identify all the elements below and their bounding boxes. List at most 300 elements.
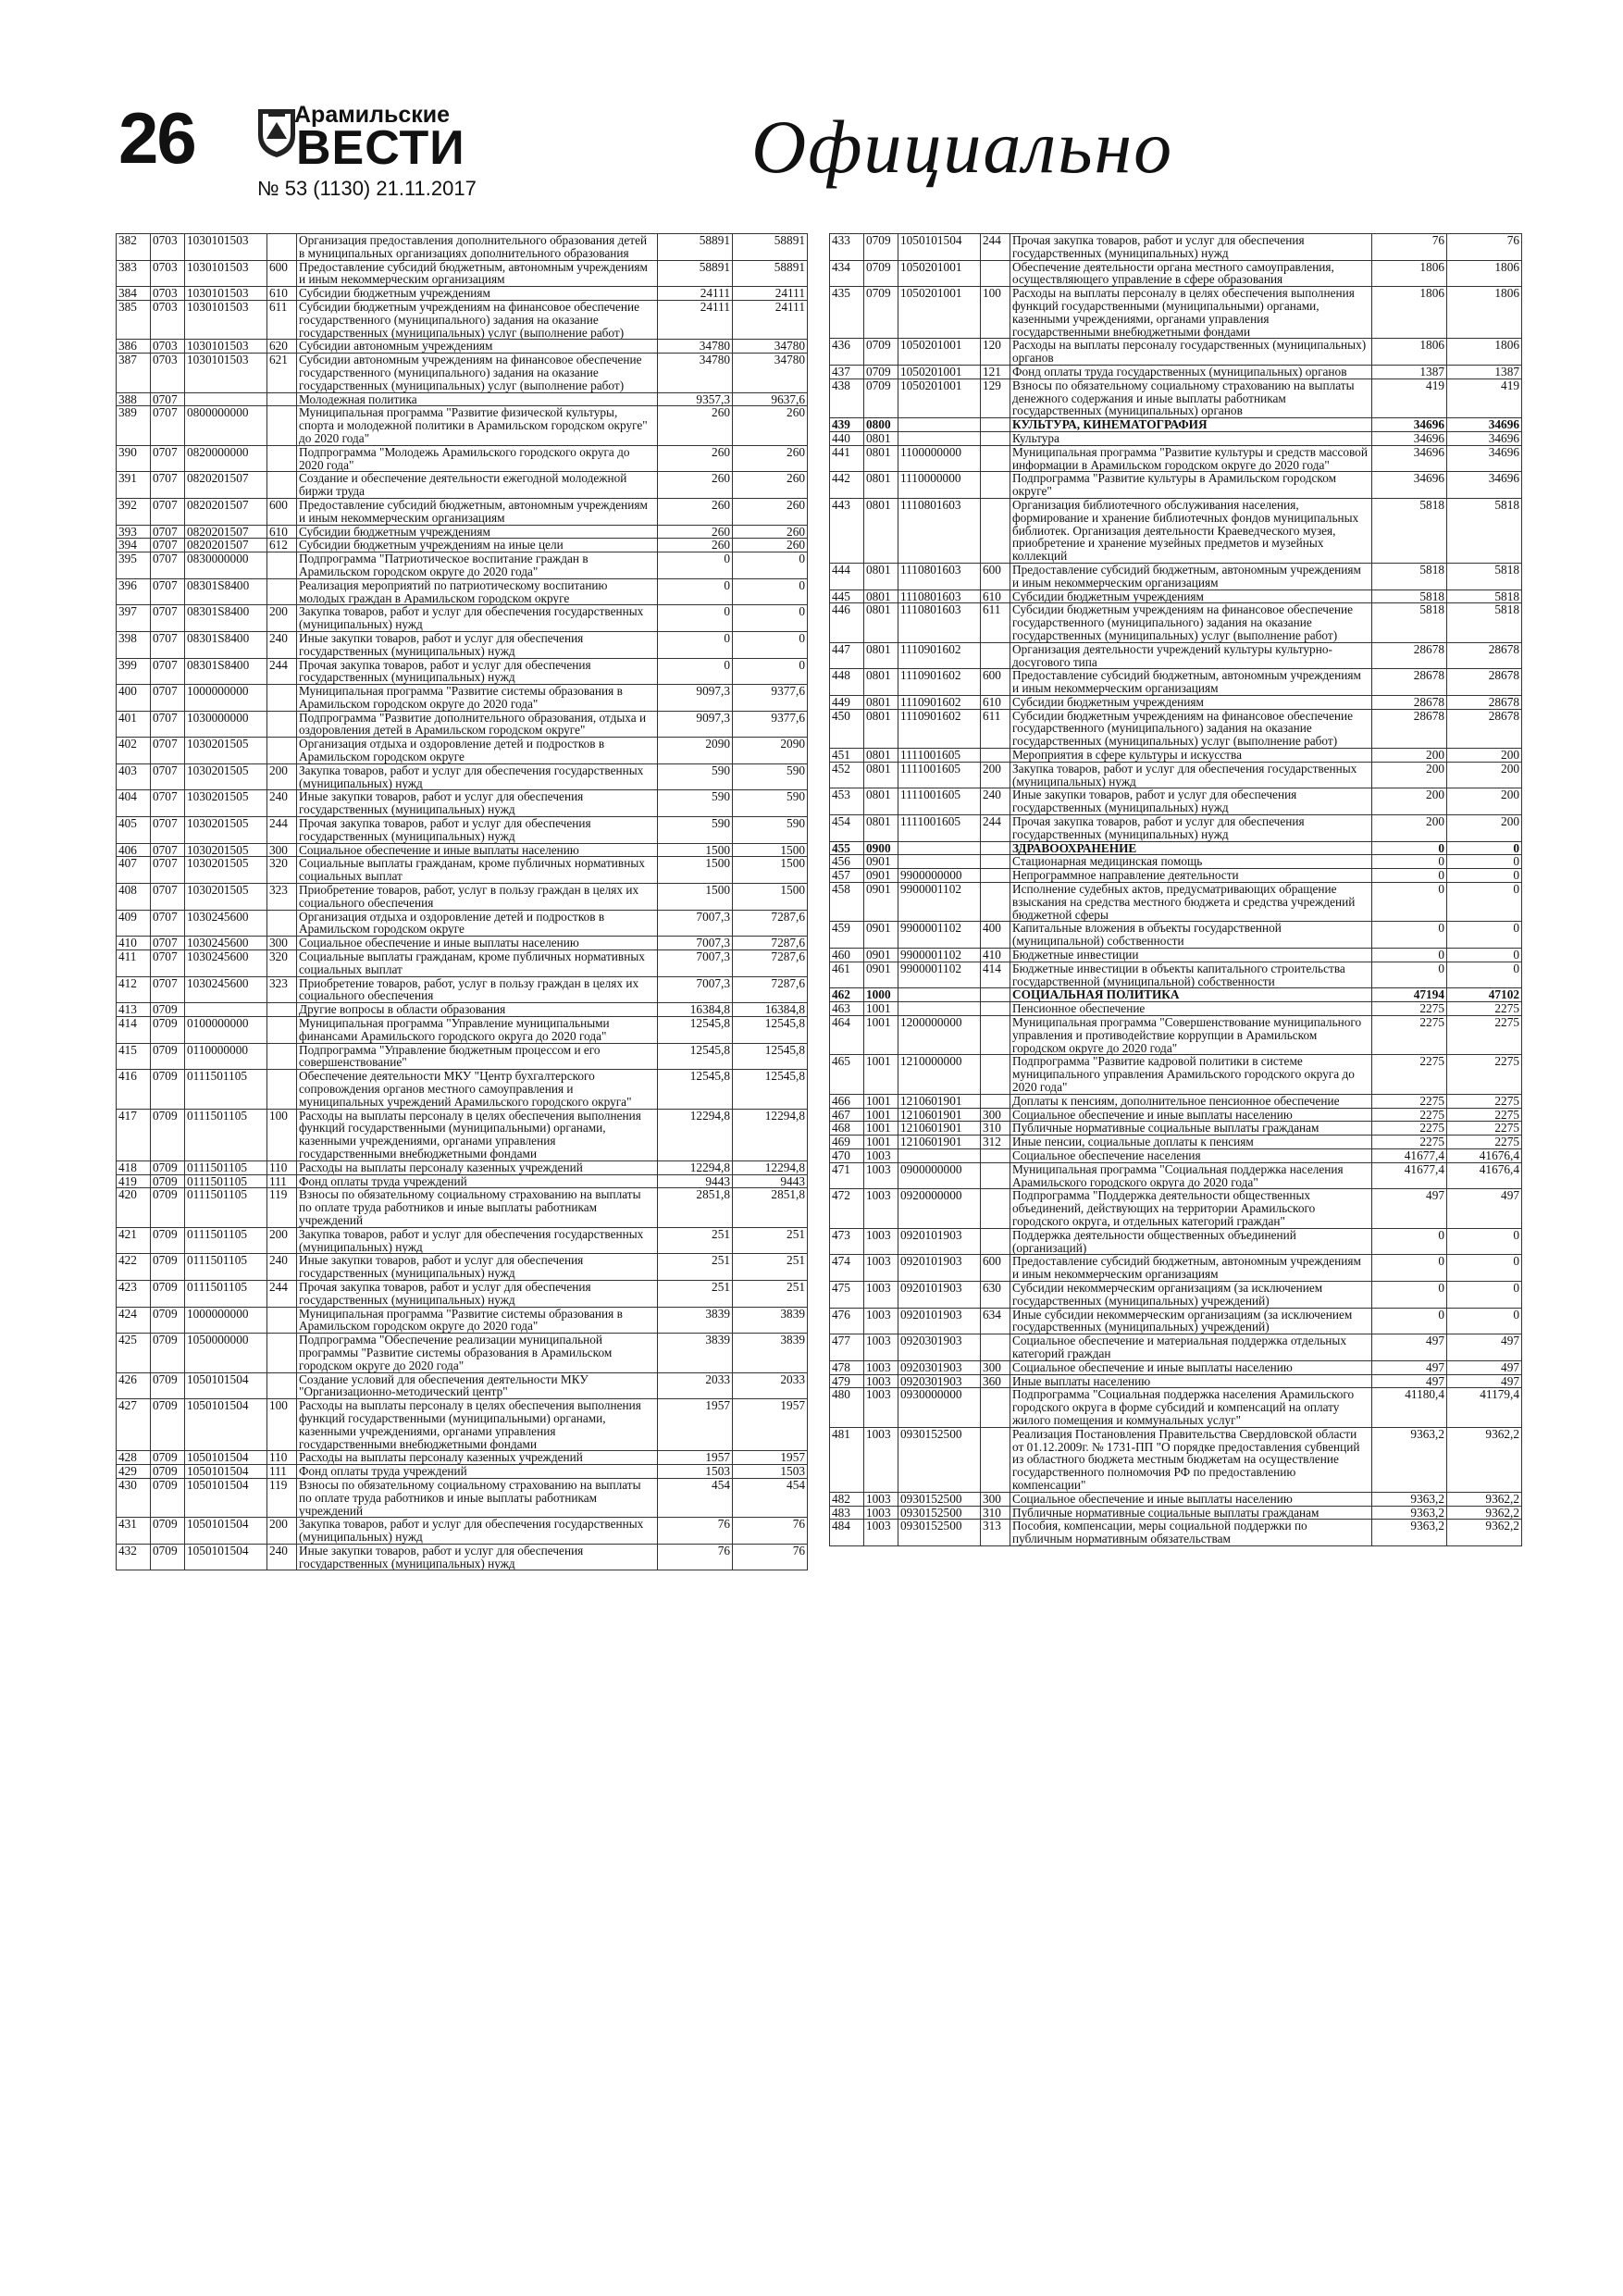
row-number: 480 bbox=[830, 1388, 864, 1427]
row-description: Закупка товаров, работ и услуг для обеспечения государственных (муниципальных) нужд bbox=[297, 605, 658, 632]
expense-type: 100 bbox=[267, 1109, 297, 1160]
amount-2018: 1957 bbox=[658, 1399, 733, 1451]
row-number: 418 bbox=[117, 1160, 151, 1174]
section-code: 0709 bbox=[151, 1254, 185, 1281]
table-row bbox=[830, 1108, 1522, 1122]
amount-2019: 41676,4 bbox=[1447, 1162, 1522, 1189]
row-description: Фонд оплаты труда государственных (муниципальных) органов bbox=[1010, 365, 1372, 379]
amount-2018: 0 bbox=[1372, 855, 1447, 869]
table-row bbox=[117, 950, 808, 977]
section-code: 0709 bbox=[864, 260, 898, 287]
row-number: 472 bbox=[830, 1189, 864, 1228]
row-description: Субсидии некоммерческим организациям (за исключением государственных (муниципальных) учреждений) bbox=[1010, 1281, 1372, 1308]
expense-type: 200 bbox=[267, 1518, 297, 1545]
amount-2018: 12545,8 bbox=[658, 1043, 733, 1070]
section-code: 0703 bbox=[151, 300, 185, 339]
section-code: 1003 bbox=[864, 1189, 898, 1228]
amount-2019: 3839 bbox=[733, 1334, 808, 1372]
amount-2019: 28678 bbox=[1447, 669, 1522, 696]
row-number: 394 bbox=[117, 539, 151, 552]
amount-2019: 7287,6 bbox=[733, 950, 808, 977]
row-number: 447 bbox=[830, 642, 864, 669]
amount-2019: 7287,6 bbox=[733, 937, 808, 950]
row-number: 420 bbox=[117, 1188, 151, 1227]
row-description: Расходы на выплаты персоналу казенных учреждений bbox=[297, 1451, 658, 1465]
expense-type bbox=[981, 1334, 1010, 1361]
row-number: 458 bbox=[830, 883, 864, 922]
row-description: Закупка товаров, работ и услуг для обеспечения государственных (муниципальных) нужд bbox=[297, 1227, 658, 1254]
expense-type: 612 bbox=[267, 539, 297, 552]
target-code: 1110000000 bbox=[898, 472, 981, 499]
amount-2018: 0 bbox=[1372, 1255, 1447, 1282]
row-number: 450 bbox=[830, 709, 864, 748]
row-number: 438 bbox=[830, 379, 864, 417]
target-code bbox=[898, 1002, 981, 1016]
coat-of-arms-icon bbox=[255, 104, 298, 159]
section-code: 0707 bbox=[151, 763, 185, 790]
table-row bbox=[830, 234, 1522, 261]
amount-2019: 5818 bbox=[1447, 563, 1522, 590]
row-number: 453 bbox=[830, 788, 864, 815]
row-number: 446 bbox=[830, 603, 864, 642]
row-description: Создание условий для обеспечения деятельности МКУ "Организационно-методический центр" bbox=[297, 1372, 658, 1399]
target-code: 1050101504 bbox=[185, 1544, 267, 1570]
expense-type bbox=[981, 445, 1010, 472]
table-row bbox=[830, 1255, 1522, 1282]
section-code: 0901 bbox=[864, 855, 898, 869]
amount-2019: 0 bbox=[1447, 1228, 1522, 1255]
expense-type: 111 bbox=[267, 1174, 297, 1188]
amount-2018: 28678 bbox=[1372, 642, 1447, 669]
table-row bbox=[830, 365, 1522, 379]
target-code: 0920301903 bbox=[898, 1334, 981, 1361]
section-code: 0709 bbox=[864, 339, 898, 366]
expense-type: 600 bbox=[267, 498, 297, 525]
row-number: 430 bbox=[117, 1478, 151, 1517]
target-code: 1050201001 bbox=[898, 365, 981, 379]
amount-2019: 2275 bbox=[1447, 1108, 1522, 1122]
section-code: 0703 bbox=[151, 260, 185, 287]
row-description: Муниципальная программа "Развитие культуры и средств массовой информации в Арамильском городском округе до 2020 года" bbox=[1010, 445, 1372, 472]
row-number: 473 bbox=[830, 1228, 864, 1255]
target-code: 1030101503 bbox=[185, 260, 267, 287]
expense-type: 312 bbox=[981, 1136, 1010, 1149]
amount-2018: 200 bbox=[1372, 749, 1447, 763]
section-code: 1003 bbox=[864, 1281, 898, 1308]
row-description: Субсидии автономным учреждениям на финансовое обеспечение государственного (муниципального) задания на оказание государственных (муниципальных) услуг (выполнение работ) bbox=[297, 354, 658, 392]
row-description: Иные закупки товаров, работ и услуг для обеспечения государственных (муниципальных) нужд bbox=[297, 631, 658, 658]
target-code: 9900000000 bbox=[898, 869, 981, 883]
row-number: 432 bbox=[117, 1544, 151, 1570]
section-code: 0801 bbox=[864, 498, 898, 563]
target-code: 1110801603 bbox=[898, 603, 981, 642]
target-code: 0930152500 bbox=[898, 1506, 981, 1520]
amount-2018: 0 bbox=[658, 552, 733, 579]
section-code: 1001 bbox=[864, 1136, 898, 1149]
expense-type: 600 bbox=[981, 669, 1010, 696]
row-description: Закупка товаров, работ и услуг для обеспечения государственных (муниципальных) нужд bbox=[1010, 762, 1372, 788]
table-row bbox=[830, 1374, 1522, 1388]
section-code: 0801 bbox=[864, 445, 898, 472]
amount-2019: 0 bbox=[1447, 883, 1522, 922]
target-code: 0820201507 bbox=[185, 472, 267, 499]
amount-2018: 34696 bbox=[1372, 418, 1447, 432]
table-row bbox=[830, 287, 1522, 339]
target-code: 0111501105 bbox=[185, 1160, 267, 1174]
section-code: 0801 bbox=[864, 815, 898, 842]
row-number: 402 bbox=[117, 738, 151, 764]
table-row bbox=[117, 1188, 808, 1227]
row-number: 477 bbox=[830, 1334, 864, 1361]
amount-2019: 2275 bbox=[1447, 1002, 1522, 1016]
table-row bbox=[117, 300, 808, 339]
table-row bbox=[830, 749, 1522, 763]
row-description: Исполнение судебных актов, предусматривающих обращение взыскания на средства местного бюджета и средства учреждений бюджетной сферы bbox=[1010, 883, 1372, 922]
amount-2018: 9097,3 bbox=[658, 711, 733, 738]
amount-2019: 1503 bbox=[733, 1465, 808, 1479]
amount-2019: 9377,6 bbox=[733, 711, 808, 738]
row-number: 471 bbox=[830, 1162, 864, 1189]
table-row bbox=[830, 709, 1522, 748]
target-code: 1210601901 bbox=[898, 1136, 981, 1149]
section-code: 0707 bbox=[151, 711, 185, 738]
section-code: 1003 bbox=[864, 1520, 898, 1546]
row-description: Доплаты к пенсиям, дополнительное пенсионное обеспечение bbox=[1010, 1094, 1372, 1108]
row-description: Организация библиотечного обслуживания населения, формирование и хранение библиотечных фондов муниципальных библиотек. Организация деятельности Краеведческого музея, приобретение и хранение музейных предметов и музейных коллекций bbox=[1010, 498, 1372, 563]
row-number: 424 bbox=[117, 1307, 151, 1334]
budget-table-right bbox=[829, 233, 1522, 1546]
amount-2018: 0 bbox=[1372, 962, 1447, 988]
row-number: 426 bbox=[117, 1372, 151, 1399]
row-description: Муниципальная программа "Управление муниципальными финансами Арамильского городского округа до 2020 года" bbox=[297, 1017, 658, 1044]
expense-type bbox=[267, 552, 297, 579]
table-row bbox=[117, 1280, 808, 1307]
row-number: 441 bbox=[830, 445, 864, 472]
target-code: 0930152500 bbox=[898, 1520, 981, 1546]
amount-2018: 16384,8 bbox=[658, 1003, 733, 1017]
amount-2018: 9363,2 bbox=[1372, 1492, 1447, 1506]
expense-type bbox=[267, 578, 297, 605]
section-code: 0801 bbox=[864, 669, 898, 696]
table-row bbox=[117, 406, 808, 445]
row-description: Мероприятия в сфере культуры и искусства bbox=[1010, 749, 1372, 763]
amount-2018: 1500 bbox=[658, 843, 733, 857]
table-row bbox=[830, 1308, 1522, 1334]
table-row bbox=[830, 1388, 1522, 1427]
section-code: 0707 bbox=[151, 578, 185, 605]
target-code: 0930152500 bbox=[898, 1427, 981, 1492]
amount-2019: 260 bbox=[733, 498, 808, 525]
expense-type: 300 bbox=[267, 843, 297, 857]
amount-2019: 200 bbox=[1447, 788, 1522, 815]
amount-2019: 41179,4 bbox=[1447, 1388, 1522, 1427]
section-code: 1003 bbox=[864, 1162, 898, 1189]
target-code: 1050201001 bbox=[898, 287, 981, 339]
row-description: Расходы на выплаты персоналу в целях обеспечения выполнения функций государственными (муниципальными) органами, казенными учреждениями, органами управления государственными внебюджетными фондами bbox=[297, 1399, 658, 1451]
target-code: 08301S8400 bbox=[185, 605, 267, 632]
row-number: 449 bbox=[830, 695, 864, 709]
amount-2019: 9362,2 bbox=[1447, 1427, 1522, 1492]
section-code: 1003 bbox=[864, 1492, 898, 1506]
table-row bbox=[830, 1016, 1522, 1055]
amount-2018: 200 bbox=[1372, 788, 1447, 815]
target-code bbox=[898, 1148, 981, 1162]
amount-2019: 9443 bbox=[733, 1174, 808, 1188]
section-code: 0707 bbox=[151, 498, 185, 525]
section-code: 0703 bbox=[151, 287, 185, 301]
expense-type bbox=[981, 431, 1010, 445]
target-code: 0900000000 bbox=[898, 1162, 981, 1189]
target-code: 1110801603 bbox=[898, 590, 981, 603]
table-row bbox=[117, 1399, 808, 1451]
amount-2019: 28678 bbox=[1447, 642, 1522, 669]
amount-2019: 9637,6 bbox=[733, 392, 808, 406]
expense-type: 610 bbox=[981, 590, 1010, 603]
amount-2018: 0 bbox=[658, 605, 733, 632]
amount-2018: 497 bbox=[1372, 1334, 1447, 1361]
section-code: 0709 bbox=[151, 1017, 185, 1044]
target-code: 08301S8400 bbox=[185, 631, 267, 658]
row-number: 422 bbox=[117, 1254, 151, 1281]
target-code: 0110000000 bbox=[185, 1043, 267, 1070]
target-code: 1100000000 bbox=[898, 445, 981, 472]
table-row bbox=[830, 642, 1522, 669]
row-description: Субсидии бюджетным учреждениям на финансовое обеспечение государственного (муниципального) задания на оказание государственных (муниципальных) услуг (выполнение работ) bbox=[1010, 603, 1372, 642]
target-code: 0111501105 bbox=[185, 1070, 267, 1109]
amount-2018: 5818 bbox=[1372, 563, 1447, 590]
row-number: 410 bbox=[117, 937, 151, 950]
section-code: 1001 bbox=[864, 1016, 898, 1055]
section-code: 1003 bbox=[864, 1506, 898, 1520]
target-code: 0820201507 bbox=[185, 498, 267, 525]
amount-2018: 3839 bbox=[658, 1334, 733, 1372]
row-number: 455 bbox=[830, 841, 864, 855]
expense-type: 634 bbox=[981, 1308, 1010, 1334]
expense-type bbox=[981, 988, 1010, 1002]
row-description: Подпрограмма "Поддержка деятельности общественных объединений, действующих на территории Арамильского городского округа, и отдельных категорий граждан" bbox=[1010, 1189, 1372, 1228]
table-row bbox=[830, 1162, 1522, 1189]
row-description: Расходы на выплаты персоналу в целях обеспечения выполнения функций государственными (муниципальными) органами, казенными учреждениями, органами управления государственными внебюджетными фондами bbox=[1010, 287, 1372, 339]
target-code: 1110901602 bbox=[898, 709, 981, 748]
expense-type: 200 bbox=[267, 1227, 297, 1254]
table-row bbox=[117, 1227, 808, 1254]
expense-type: 610 bbox=[981, 695, 1010, 709]
amount-2018: 0 bbox=[1372, 841, 1447, 855]
expense-type bbox=[267, 1070, 297, 1109]
table-row bbox=[830, 431, 1522, 445]
row-description: Социальное обеспечение и иные выплаты населению bbox=[1010, 1492, 1372, 1506]
amount-2018: 7007,3 bbox=[658, 937, 733, 950]
row-description: Социальные выплаты гражданам, кроме публичных нормативных социальных выплат bbox=[297, 857, 658, 884]
table-row bbox=[830, 1334, 1522, 1361]
row-number: 479 bbox=[830, 1374, 864, 1388]
row-number: 463 bbox=[830, 1002, 864, 1016]
row-description: Обеспечение деятельности МКУ "Центр бухгалтерского сопровождения органов местного самоуправления и муниципальных учреждений Арамильского городского округа" bbox=[297, 1070, 658, 1109]
row-number: 423 bbox=[117, 1280, 151, 1307]
row-description: Иные субсидии некоммерческим организациям (за исключением государственных (муниципальных) учреждений) bbox=[1010, 1308, 1372, 1334]
amount-2019: 497 bbox=[1447, 1334, 1522, 1361]
section-code: 0707 bbox=[151, 857, 185, 884]
expense-type bbox=[981, 1055, 1010, 1094]
amount-2019: 0 bbox=[733, 658, 808, 685]
section-code: 0709 bbox=[864, 379, 898, 417]
target-code: 1030201505 bbox=[185, 738, 267, 764]
row-description: Расходы на выплаты персоналу государственных (муниципальных) органов bbox=[1010, 339, 1372, 366]
table-row bbox=[117, 578, 808, 605]
section-code: 0707 bbox=[151, 445, 185, 472]
row-number: 443 bbox=[830, 498, 864, 563]
target-code: 0930000000 bbox=[898, 1388, 981, 1427]
table-row bbox=[117, 738, 808, 764]
amount-2018: 1500 bbox=[658, 884, 733, 911]
section-code: 0709 bbox=[151, 1478, 185, 1517]
section-code: 0707 bbox=[151, 552, 185, 579]
amount-2019: 1957 bbox=[733, 1399, 808, 1451]
amount-2018: 0 bbox=[1372, 883, 1447, 922]
expense-type bbox=[981, 498, 1010, 563]
section-code: 0707 bbox=[151, 884, 185, 911]
amount-2019: 2090 bbox=[733, 738, 808, 764]
amount-2019: 0 bbox=[1447, 1281, 1522, 1308]
amount-2019: 0 bbox=[733, 578, 808, 605]
amount-2019: 590 bbox=[733, 763, 808, 790]
target-code bbox=[898, 418, 981, 432]
row-number: 428 bbox=[117, 1451, 151, 1465]
row-number: 398 bbox=[117, 631, 151, 658]
section-code: 0709 bbox=[864, 234, 898, 261]
amount-2018: 41677,4 bbox=[1372, 1162, 1447, 1189]
target-code: 1050101504 bbox=[185, 1518, 267, 1545]
amount-2019: 24111 bbox=[733, 287, 808, 301]
amount-2019: 2275 bbox=[1447, 1055, 1522, 1094]
amount-2018: 2275 bbox=[1372, 1094, 1447, 1108]
section-code: 1003 bbox=[864, 1360, 898, 1374]
row-number: 483 bbox=[830, 1506, 864, 1520]
amount-2019: 2275 bbox=[1447, 1016, 1522, 1055]
section-code: 0901 bbox=[864, 883, 898, 922]
row-number: 421 bbox=[117, 1227, 151, 1254]
target-code: 0111501105 bbox=[185, 1227, 267, 1254]
row-number: 484 bbox=[830, 1520, 864, 1546]
target-code: 1050000000 bbox=[185, 1334, 267, 1372]
row-description: Реализация Постановления Правительства Свердловской области от 01.12.2009г. № 1731-ПП "О порядке предоставления субвенций из областного бюджета местным бюджетам на осуществление государственного полномочия РФ по предоставлению компенсации" bbox=[1010, 1427, 1372, 1492]
target-code: 1210000000 bbox=[898, 1055, 981, 1094]
expense-type bbox=[267, 1334, 297, 1372]
amount-2018: 2275 bbox=[1372, 1108, 1447, 1122]
table-row bbox=[830, 1427, 1522, 1492]
amount-2018: 251 bbox=[658, 1280, 733, 1307]
expense-type: 200 bbox=[267, 605, 297, 632]
table-row bbox=[830, 590, 1522, 603]
table-row bbox=[117, 287, 808, 301]
row-description: Бюджетные инвестиции bbox=[1010, 949, 1372, 962]
section-title: Официально bbox=[751, 105, 1174, 189]
amount-2018: 0 bbox=[1372, 1308, 1447, 1334]
row-description: Прочая закупка товаров, работ и услуг для обеспечения государственных (муниципальных) нужд bbox=[297, 658, 658, 685]
brand-subtitle: Арамильские bbox=[294, 102, 451, 128]
amount-2019: 0 bbox=[1447, 855, 1522, 869]
table-row bbox=[117, 1017, 808, 1044]
row-description: Стационарная медицинская помощь bbox=[1010, 855, 1372, 869]
section-code: 0707 bbox=[151, 472, 185, 499]
row-number: 444 bbox=[830, 563, 864, 590]
amount-2018: 2275 bbox=[1372, 1122, 1447, 1136]
section-code: 0801 bbox=[864, 695, 898, 709]
row-description: Муниципальная программа "Совершенствование муниципального управления и противодействие коррупции в Арамильском городском округе до 2020 года" bbox=[1010, 1016, 1372, 1055]
amount-2018: 1957 bbox=[658, 1451, 733, 1465]
expense-type: 410 bbox=[981, 949, 1010, 962]
row-description: Предоставление субсидий бюджетным, автономным учреждениям и иным некоммерческим организациям bbox=[1010, 1255, 1372, 1282]
target-code: 1110901602 bbox=[898, 669, 981, 696]
expense-type bbox=[267, 1372, 297, 1399]
target-code: 1111001605 bbox=[898, 815, 981, 842]
expense-type: 119 bbox=[267, 1188, 297, 1227]
amount-2018: 24111 bbox=[658, 300, 733, 339]
section-code: 0707 bbox=[151, 406, 185, 445]
table-row bbox=[117, 843, 808, 857]
expense-type: 611 bbox=[267, 300, 297, 339]
amount-2019: 2033 bbox=[733, 1372, 808, 1399]
section-code: 0707 bbox=[151, 950, 185, 977]
target-code: 1210601901 bbox=[898, 1108, 981, 1122]
table-row bbox=[830, 1506, 1522, 1520]
table-row bbox=[117, 910, 808, 937]
amount-2019: 9362,2 bbox=[1447, 1506, 1522, 1520]
amount-2018: 2275 bbox=[1372, 1136, 1447, 1149]
table-row bbox=[117, 631, 808, 658]
amount-2018: 9363,2 bbox=[1372, 1520, 1447, 1546]
amount-2018: 0 bbox=[1372, 922, 1447, 949]
row-description: Предоставление субсидий бюджетным, автономным учреждениям и иным некоммерческим организациям bbox=[1010, 563, 1372, 590]
amount-2019: 1500 bbox=[733, 884, 808, 911]
section-code: 0709 bbox=[151, 1070, 185, 1109]
amount-2019: 28678 bbox=[1447, 709, 1522, 748]
expense-type bbox=[267, 472, 297, 499]
section-code: 1003 bbox=[864, 1308, 898, 1334]
table-row bbox=[830, 1136, 1522, 1149]
amount-2019: 76 bbox=[733, 1518, 808, 1545]
section-code: 0707 bbox=[151, 976, 185, 1003]
table-row bbox=[830, 988, 1522, 1002]
expense-type: 621 bbox=[267, 354, 297, 392]
amount-2018: 2851,8 bbox=[658, 1188, 733, 1227]
row-number: 465 bbox=[830, 1055, 864, 1094]
table-row bbox=[830, 498, 1522, 563]
amount-2019: 590 bbox=[733, 790, 808, 817]
amount-2019: 5818 bbox=[1447, 590, 1522, 603]
table-row bbox=[830, 563, 1522, 590]
expense-type: 119 bbox=[267, 1478, 297, 1517]
row-description: Субсидии бюджетным учреждениям bbox=[1010, 590, 1372, 603]
target-code: 0920101903 bbox=[898, 1281, 981, 1308]
target-code: 1030201505 bbox=[185, 763, 267, 790]
table-row bbox=[117, 525, 808, 539]
row-description: Социальные выплаты гражданам, кроме публичных нормативных социальных выплат bbox=[297, 950, 658, 977]
amount-2019: 41676,4 bbox=[1447, 1148, 1522, 1162]
target-code: 0111501105 bbox=[185, 1174, 267, 1188]
page-header bbox=[0, 0, 1623, 231]
expense-type: 121 bbox=[981, 365, 1010, 379]
section-code: 0709 bbox=[151, 1465, 185, 1479]
expense-type: 300 bbox=[981, 1492, 1010, 1506]
row-description: Фонд оплаты труда учреждений bbox=[297, 1465, 658, 1479]
amount-2018: 260 bbox=[658, 498, 733, 525]
target-code: 1030201505 bbox=[185, 817, 267, 844]
expense-type bbox=[981, 883, 1010, 922]
amount-2018: 12545,8 bbox=[658, 1070, 733, 1109]
amount-2018: 12545,8 bbox=[658, 1017, 733, 1044]
table-row bbox=[830, 922, 1522, 949]
